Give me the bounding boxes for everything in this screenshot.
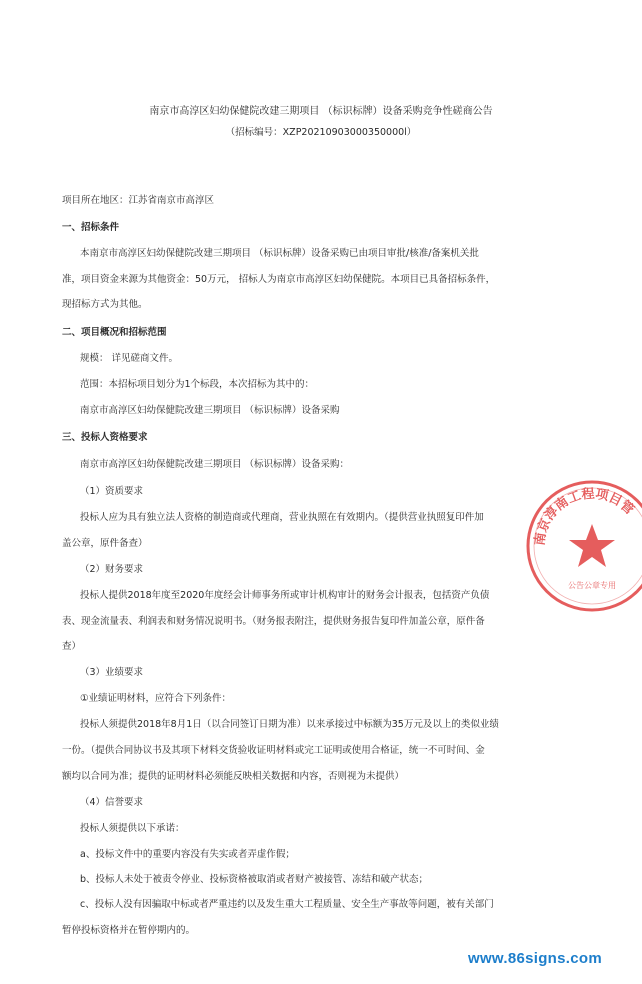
- site-watermark: www.86signs.com: [468, 950, 602, 967]
- svg-text:南京淳南工程项目管: 南京淳南工程项目管: [532, 486, 637, 547]
- q4-heading: （4）信誉要求: [80, 797, 144, 808]
- s1-paragraph-line-1: 本南京市高淳区妇幼保健院改建三期项目 （标识标牌）设备采购已由项目审批/核准/备案机关批: [80, 248, 479, 259]
- section-1-heading: 一、招标条件: [62, 222, 120, 233]
- q1-line-1: 投标人应为具有独立法人资格的制造商或代理商，营业执照在有效期内。（提供营业执照复印件加: [80, 512, 484, 523]
- q4-item-c-line-1: c、投标人没有因骗取中标或者严重违约以及发生重大工程质量、安全生产事故等问题，被有关部门: [80, 899, 494, 910]
- s2-lot-item: 南京市高淳区妇幼保健院改建三期项目 （标识标牌）设备采购: [80, 405, 340, 416]
- q4-item-b: b、投标人未处于被责令停业、投标资格被取消或者财产被接管、冻结和破产状态；: [80, 874, 429, 885]
- s2-scale: 规模： 详见磋商文件。: [80, 353, 179, 364]
- q3-line-3: 一份。（提供合同协议书及其项下材料交货验收证明材料或完工证明或使用合格证，统一不可时间、金: [62, 745, 485, 756]
- q4-item-c-line-2: 暂停投标资格并在暂停期内的。: [62, 925, 196, 936]
- q3-line-2: 投标人须提供2018年8月1日（以合同签订日期为准）以来承接过中标额为35万元及以上的类似业绩: [80, 719, 499, 730]
- s3-intro: 南京市高淳区妇幼保健院改建三期项目 （标识标牌）设备采购：: [80, 459, 350, 470]
- q3-heading: （3）业绩要求: [80, 667, 144, 678]
- q4-item-a: a、投标文件中的重要内容没有失实或者弄虚作假；: [80, 849, 295, 860]
- svg-text:公告公章专用: 公告公章专用: [568, 581, 616, 590]
- q2-line-1: 投标人提供2018年度至2020年度经会计师事务所或审计机构审计的财务会计报表，包括资产负债: [80, 590, 490, 601]
- q3-line-4: 额均以合同为准；提供的证明材料必须能反映相关数据和内容，否则视为未提供）: [62, 771, 405, 782]
- q1-line-2: 盖公章，原件备查）: [62, 538, 148, 549]
- q2-line-3: 查）: [62, 641, 82, 652]
- s1-paragraph-line-3: 现招标方式为其他。: [62, 299, 148, 310]
- q2-heading: （2）财务要求: [80, 564, 144, 575]
- s2-scope: 范围：本招标项目划分为1个标段，本次招标为其中的：: [80, 379, 315, 390]
- project-location: 项目所在地区：江苏省南京市高淳区: [62, 195, 215, 206]
- company-seal-stamp: [522, 476, 642, 616]
- document-subtitle: （招标编号：XZP20210903000350000l）: [225, 127, 417, 138]
- section-3-heading: 三、投标人资格要求: [62, 432, 148, 443]
- s1-paragraph-line-2: 准，项目资金来源为其他资金：50万元， 招标人为南京市高淳区妇幼保健院。本项目已具备招标条件，: [62, 274, 496, 285]
- q3-line-1: ①业绩证明材料，应符合下列条件：: [80, 693, 232, 704]
- section-2-heading: 二、项目概况和招标范围: [62, 327, 167, 338]
- document-title: 南京市高淳区妇幼保健院改建三期项目 （标识标牌）设备采购竞争性磋商公告: [149, 106, 493, 117]
- q1-heading: （1）资质要求: [80, 486, 144, 497]
- q4-intro: 投标人须提供以下承诺：: [80, 823, 185, 834]
- q2-line-2: 表、现金流量表、利润表和财务情况说明书。（财务报表附注，提供财务报告复印件加盖公章，原件备: [62, 616, 485, 627]
